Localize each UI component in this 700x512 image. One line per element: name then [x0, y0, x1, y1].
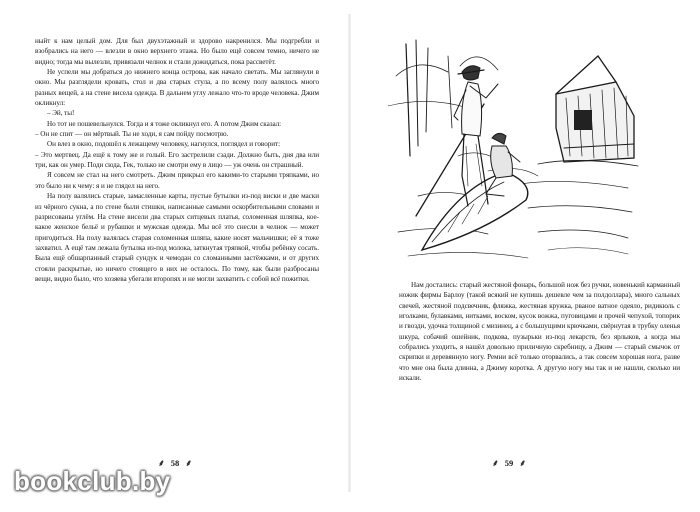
left-page-text	[35, 36, 319, 284]
boat-illustration	[388, 36, 640, 270]
ornament-icon: ⸙	[519, 458, 527, 468]
page-number-59: 59	[504, 457, 514, 468]
ornament-icon: ⸙	[185, 458, 193, 468]
right-page-text	[399, 280, 680, 383]
paragraph: ныйт к нам целый дом. Для был двухэтажный и здорово накренился. Мы подгребли и взобрались на него — влезли в окно верхнего этажа. Но было ещё совсем темно, ничего не видно; тогда мы вылезли, привязали челнок и стали дожидаться, пока рассветёт.	[35, 37, 319, 66]
watermark-logo: bookclub.by	[14, 466, 171, 496]
paragraph: На полу валялись старые, замасленные карты, пустые бутылки из-под виски и две маски из чёрного сукна, а по стене были стишки, написанные самыми оскорбительными словами и разрисованы углём. На стене висели два старых ситцевых платья, соломенная шляпка, кое-какое женское бельё и рубашки и мужская одежда. Мы всё это снесли в челнок — может пригодиться. На полу валялась старая соломенная шляпа, какие носят мальчишки; её я тоже захватил. А ещё там лежала бутылка из-под молока, заткнутая тряпкой, чтобы ребёнку сосать. Была ещё обшарпанный старый сундук и чемодан со сломанными застёжками, и от других стояли раскрытые, но ничего стоящего в них не осталось. По тому, как были разбросаны вещи, видно было, что хозяева убегали второпях и не могли захватить с собой всё пожитки.	[35, 192, 319, 283]
page-number-58: 58	[170, 457, 180, 468]
paragraph: Не успели мы добраться до нижнего конца острова, как начало светать. Мы заглянули в окно. Мы разглядели кровать, стол и два старых стула, а по всему полу валялось много разных вещей, а на стене висела одежда. В дальнем углу лежало что-то вроде человека. Джим окликнул:	[35, 68, 319, 108]
ornament-icon: ⸙	[158, 458, 165, 468]
right-page-number	[492, 456, 526, 469]
paragraph: Я совсем не стал на него смотреть. Джим прикрыл его какими-то старыми тряпками, но это было ни к чему: я и не глядел на него.	[35, 171, 319, 190]
paragraph: – Эй, ты!	[47, 109, 75, 118]
book-gutter	[348, 14, 351, 492]
paragraph: Нам достались: старый жестяной фонарь, большой нож без ручки, новенький карманный ножик фирмы Барлоу (такой всякий не купишь дешевле чем за полдоллара), много сальных свечей, жестяной подсвечник, фляжка, жестяная кружка, рваное ватное одеяло, ридикюль с иголками, булавками, нитками, воском, кусок вожжа, пуговицами и прочей чепухой, топорик и гвозди, удочка толщиной с мизинец, а с большущими крючками, свёрнутая в трубку оленья шкура, собачий ошейник, подкова, пузырьки из-под лекарств, без ярлыков, а когда мы собрались уходить, я нашёл довольно приличную скребницу, а Джим — старый смычок от скрипки и деревянную ногу. Ремни всё только оторвались, а так совсем хорошая нога, разве что мне она была длинна, а Джиму коротка. А другую ногу мы так и не нашли, сколько ни искали.	[399, 281, 680, 383]
ornament-icon: ⸙	[492, 458, 499, 468]
paragraph: – Это мертвец. Да ещё к тому же и голый. Его застрелили сзади. Должно быть, дня два или три, как он умер. Поди сюда, Гек, только не смотри ему в лицо — уж очень он страшный.	[35, 150, 319, 170]
paragraph: Но тот не пошевельнулся. Тогда и я тоже окликнул его. А потом Джим сказал:	[47, 119, 282, 128]
paragraph: Он влез в окно, подошёл к лежащему человеку, нагнулся, поглядел и говорит:	[47, 140, 281, 149]
paragraph: – Он не спит — он мёртвый. Ты не ходи, я сам пойду посмотрю.	[35, 130, 229, 139]
